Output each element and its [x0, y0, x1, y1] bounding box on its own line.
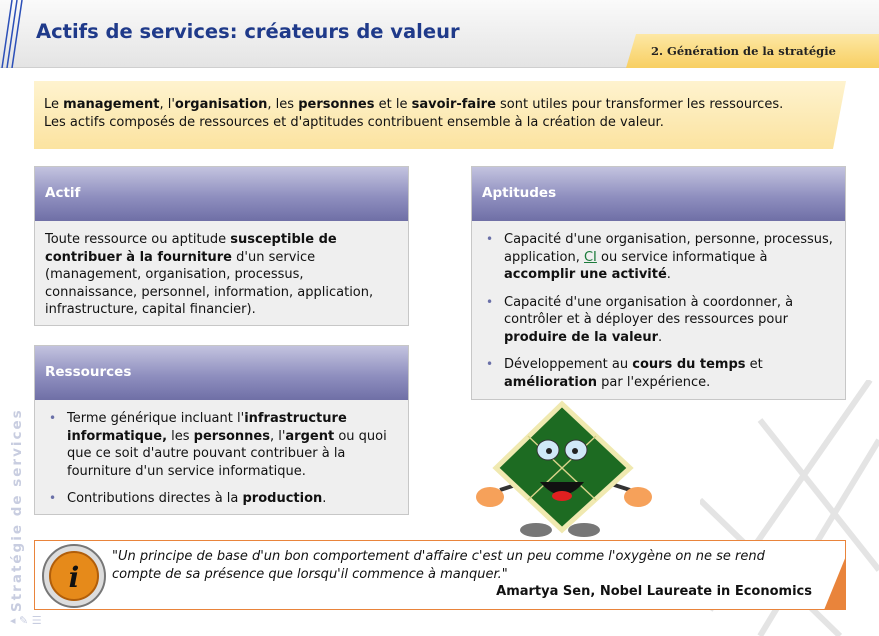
intro-line-1-segment: , l'	[159, 97, 175, 112]
intro-line-1	[44, 96, 834, 114]
list-item-segment: , l'	[269, 428, 286, 444]
ressources-panel	[34, 345, 409, 515]
pencil-icon[interactable]: ✎	[19, 614, 29, 627]
list-item-segment: .	[666, 267, 671, 282]
list-item-segment: amélioration	[504, 374, 598, 390]
actif-heading: Actif	[35, 167, 408, 221]
list-item-segment: Développement au	[504, 357, 633, 372]
list-item-segment: Capacité d'une organisation, personne, processus, application,	[504, 232, 833, 265]
quote-text: "Un principe de base d'un bon comportement d'affaire c'est un peu comme l'oxygène on ne se rend compte de sa présence que lorsqu'il commence à manquer."	[112, 549, 765, 582]
intro-text	[44, 96, 834, 132]
ressources-heading: Ressources	[35, 346, 408, 400]
header-stripes-decoration	[0, 0, 30, 68]
list-item	[482, 356, 835, 391]
info-icon	[41, 543, 107, 609]
list-item	[45, 490, 398, 508]
intro-line-1-segment: savoir-faire	[411, 97, 496, 112]
list-item-segment: Terme générique incluant l'	[67, 411, 245, 426]
list-item-segment[interactable]: CI	[583, 249, 597, 265]
svg-text:i: i	[68, 561, 80, 594]
side-label: Stratégie de services	[9, 408, 25, 612]
section-label: 2. Génération de la stratégie	[651, 44, 836, 58]
list-item-segment: .	[658, 329, 663, 345]
aptitudes-heading: Aptitudes	[472, 167, 845, 221]
actif-text-segment: susceptible de contribuer à la fourniture	[45, 232, 337, 265]
intro-line-1-segment: organisation	[174, 97, 268, 112]
side-icons	[10, 614, 42, 627]
quote-author: Amartya Sen, Nobel Laureate in Economics	[496, 584, 812, 599]
list-item-segment: ou service informatique à	[596, 249, 768, 265]
list-item-segment: Capacité d'une organisation à coordonner, à contrôler et à déployer des ressources pour	[504, 294, 794, 327]
aptitudes-list	[472, 221, 845, 391]
quote-corner-decoration	[820, 556, 846, 610]
actif-text-segment: Toute ressource ou aptitude	[45, 232, 231, 247]
list-item-segment: accomplir une activité	[504, 267, 667, 282]
list-item-segment: cours du temps	[632, 357, 746, 372]
list-item-segment: .	[322, 491, 327, 506]
ressources-list	[35, 400, 408, 508]
actif-text	[35, 221, 408, 319]
diamond-mascot-icon	[470, 400, 660, 542]
intro-line-1-segment: sont utiles pour transformer les ressources.	[495, 97, 784, 112]
intro-line-1-segment: , les	[267, 97, 299, 112]
intro-line-1-segment: personnes	[298, 97, 375, 112]
intro-line-1-segment: et le	[374, 97, 412, 112]
list-item-segment: personnes	[193, 428, 270, 444]
list-item-segment: par l'expérience.	[597, 374, 711, 390]
list-item-segment: ou quoi que ce soit d'autre pouvant contribuer à la fourniture d'un service informatique.	[67, 428, 387, 479]
intro-line-1-segment: management	[63, 97, 160, 112]
list-item-segment: infrastructure informatique,	[67, 411, 347, 444]
aptitudes-panel	[471, 166, 846, 400]
page-title: Actifs de services: créateurs de valeur	[36, 20, 460, 43]
intro-line-2: Les actifs composés de ressources et d'aptitudes contribuent ensemble à la création de valeur.	[44, 115, 664, 130]
actif-text-segment: d'un service (management, organisation, processus, connaissance, personnel, information, application, infrastructure, capital financier).	[45, 249, 374, 317]
list-item-segment: et	[745, 357, 763, 372]
list-item	[482, 231, 835, 284]
list-item-segment: argent	[285, 428, 335, 444]
list-item-segment: production	[242, 491, 323, 506]
list-item	[45, 410, 398, 480]
list-icon[interactable]: ☰	[31, 614, 42, 627]
list-item-segment: Contributions directes à la	[67, 491, 243, 506]
actif-panel	[34, 166, 409, 326]
arrow-left-icon[interactable]: ◂	[10, 614, 16, 627]
list-item-segment: les	[167, 428, 194, 444]
intro-line-1-segment: Le	[44, 97, 64, 112]
list-item-segment: produire de la valeur	[504, 329, 659, 345]
list-item	[482, 294, 835, 347]
